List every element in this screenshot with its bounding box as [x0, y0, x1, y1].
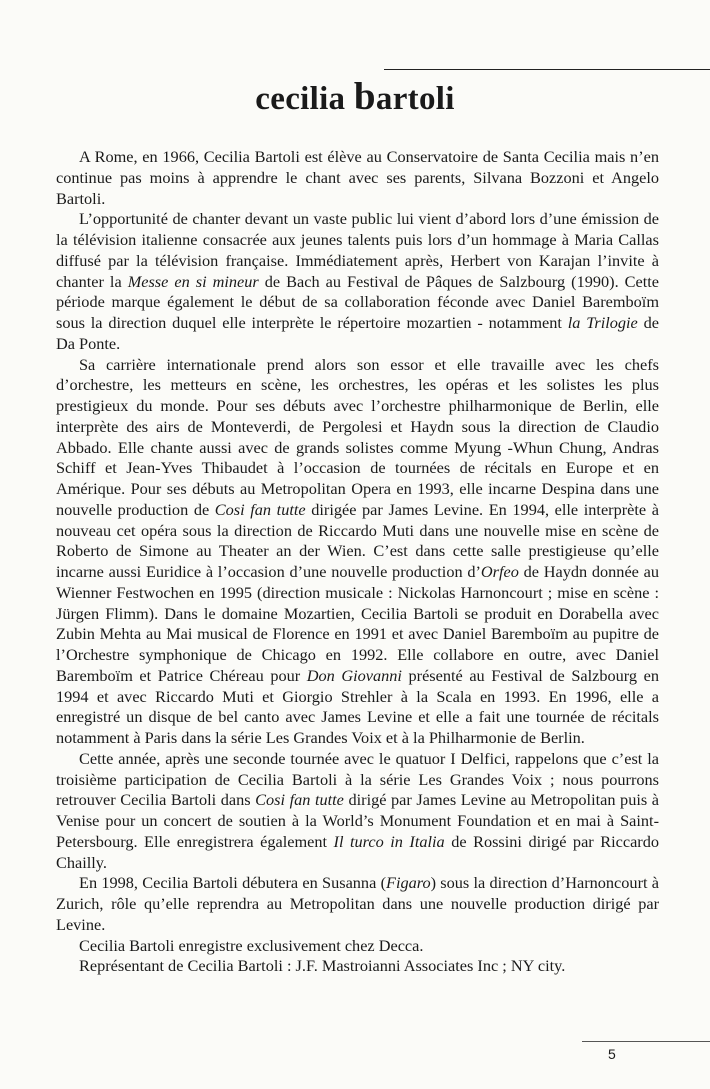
text-run: A Rome, en 1966, Cecilia Bartoli est élève au Conservatoire de Santa Cecilia mais n’en continue pas moins à apprendre le chant avec ses parents, Silvana Bozzoni et Angelo Bartoli. [56, 147, 659, 208]
text-run: Sa carrière internationale prend alors son essor et elle travaille avec les chefs d’orchestre, les metteurs en scène, les orchestres, les opéras et les solistes les plus prestigieux du monde. Pour ses débuts avec l’orchestre philharmonique de Berlin, elle interprète des airs de Monteverdi, de Pergolesi et Haydn sous la direction de Claudio Abbado. Elle chante aussi avec de grands solistes comme Myung -Whun Chung, Andras Schiff et Jean-Yves Thibaudet à l’occasion de tournées de récitals en Europe et en Amérique. Pour ses débuts au Metropolitan Opera en 1993, elle incarne Despina dans une nouvelle production de [56, 354, 659, 519]
italic-title-run: Cosi fan tutte [214, 499, 306, 519]
paragraph [56, 873, 659, 935]
title-part-1: cecilia [255, 81, 354, 117]
paragraph [56, 956, 659, 977]
header-rule [384, 69, 710, 70]
footer-rule [582, 1041, 710, 1042]
italic-title-run: Cosi fan tutte [255, 790, 344, 810]
title-big-letter: b [353, 75, 376, 118]
text-run: de Da Ponte. [56, 313, 659, 353]
italic-title-run: Orfeo [480, 562, 519, 581]
text-run: de Haydn donnée au Wienner Festwochen en 1995 (direction musicale : Nickolas Harnoncourt ; mise en scène : Jürgen Flimm). Dans le domaine Mozartien, Cecilia Bartoli se produit en Dorabella avec Zubin Mehta au Mai musical de Florence en 1991 et avec Daniel Baremboïm au pupitre de l’Orchestre symphonique de Chicago en 1992. Elle collabore en outre, avec Daniel Baremboïm et Patrice Chéreau pour [56, 562, 660, 685]
text-run: Représentant de Cecilia Bartoli : J.F. Mastroianni Associates Inc ; NY city. [79, 956, 566, 976]
italic-title-run: la Trilogie [567, 313, 638, 332]
italic-title-run: Figaro [386, 873, 431, 893]
page-number: 5 [608, 1046, 616, 1062]
title-part-2: artoli [375, 81, 455, 117]
text-run: ) sous la direction d’Harnoncourt à Zurich, rôle qu’elle reprendra au Metropolitan dans une nouvelle production dirigé par Levine. [56, 873, 660, 934]
text-run: L’opportunité de chanter devant un vaste public lui vient d’abord lors d’une émission de la télévision italienne consacrée aux jeunes talents puis lors d’un hommage à Maria Callas diffusé par la télévision française. Immédiatement après, Herbert von Karajan l’invite à chanter la [56, 209, 659, 291]
text-run: dirigée par James Levine. En 1994, elle interprète à nouveau cet opéra sous la direction de Riccardo Muti dans une nouvelle mise en scène de Roberto de Simone au Theater an der Wien. C’est dans cette salle prestigieuse qu’elle incarne aussi Euridice à l’occasion d’une nouvelle production d’ [56, 499, 659, 581]
text-run: dirigé par James Levine au Metropolitan puis à Venise pour un concert de soutien à la World’s Monument Foundation et en mai à Saint-Petersbourg. Elle enregistrera également [56, 790, 660, 851]
text-run: de Rossini dirigé par Riccardo Chailly. [56, 831, 659, 872]
text-run: de Bach au Festival de Pâques de Salzbourg (1990). Cette période marque également le début de sa collaboration féconde avec Daniel Baremboïm sous la direction duquel elle interprète le répertoire mozartien - notamment [56, 271, 660, 332]
paragraph [56, 936, 659, 957]
paragraph [56, 355, 659, 749]
page-title [0, 74, 710, 119]
paragraph [56, 749, 659, 874]
text-run: présenté au Festival de Salzbourg en 1994 et avec Riccardo Muti et Giorgio Strehler à la Scala en 1993. En 1996, elle a enregistré un disque de bel canto avec James Levine et elle a fait une tournée de récitals notamment à Paris dans la série Les Grandes Voix et à la Philharmonie de Berlin. [56, 665, 659, 747]
text-run: Cecilia Bartoli enregistre exclusivement chez Decca. [79, 935, 424, 955]
italic-title-run: Don Giovanni [306, 665, 402, 685]
biography-text [56, 147, 659, 977]
italic-title-run: Il turco in Italia [333, 831, 445, 851]
text-run: Cette année, après une seconde tournée avec le quatuor I Delfici, rappelons que c’est la troisième participation de Cecilia Bartoli à la série Les Grandes Voix ; nous pourrons retrouver Cecilia Bartoli dans [56, 748, 659, 810]
paragraph [56, 147, 659, 209]
paragraph [56, 209, 659, 354]
text-run: En 1998, Cecilia Bartoli débutera en Susanna ( [79, 873, 386, 893]
italic-title-run: Messe en si mineur [127, 271, 259, 291]
